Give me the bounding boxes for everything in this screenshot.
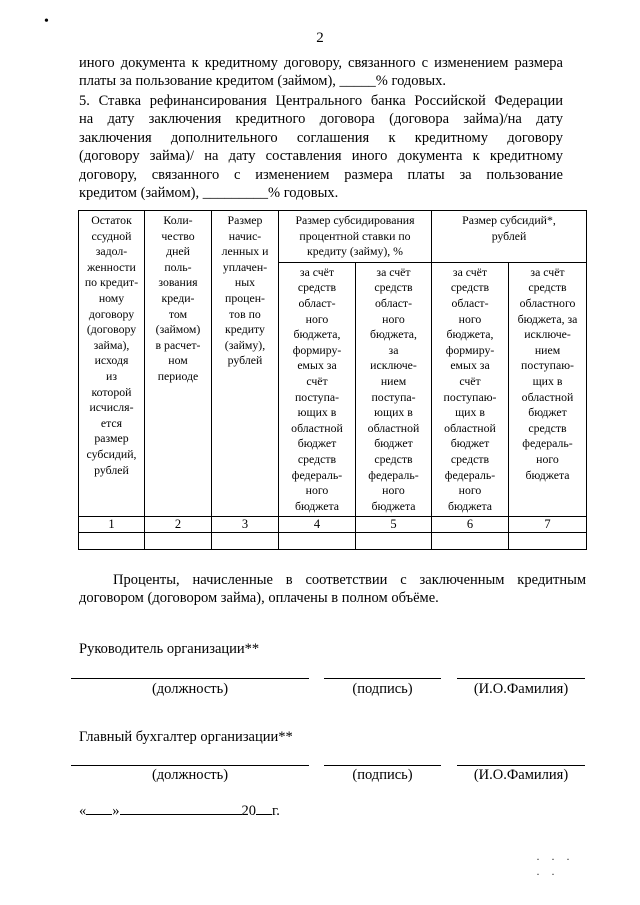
- header-text-line: счёт: [459, 373, 481, 388]
- header-text-line: бюджета: [525, 467, 570, 482]
- scan-specks: · · · · ·: [536, 852, 574, 881]
- header-col-6: [432, 262, 509, 517]
- column-number: 3: [212, 517, 279, 533]
- header-text-line: том: [168, 306, 188, 321]
- header-text-line: исключе-: [370, 358, 417, 373]
- date-line: [79, 800, 280, 820]
- header-text-line: бюджет: [297, 436, 337, 451]
- header-text-line: Размер субсидирования: [295, 213, 415, 227]
- table-cell[interactable]: [509, 533, 587, 550]
- payment-note: [79, 571, 586, 608]
- text-line: договором (договором займа), оплачены в полном объёме.: [79, 590, 439, 607]
- header-text-line: чество: [161, 228, 195, 243]
- table-cell[interactable]: [145, 533, 212, 550]
- text-line: 5. Ставка рефинансирования Центрального банка Российской Федерации: [79, 93, 563, 109]
- header-text-line: бюджета, за: [517, 311, 578, 326]
- header-text-line: бюджет: [450, 436, 490, 451]
- header-remaining-debt: [79, 211, 145, 517]
- header-text-line: нием: [534, 342, 561, 357]
- header-text-line: формиру-: [445, 342, 495, 357]
- header-text-line: ного: [382, 483, 405, 498]
- paragraph-continuation: [79, 54, 563, 91]
- header-text-line: за счёт: [452, 264, 488, 279]
- header-text-line: ного: [305, 483, 329, 498]
- header-text-line: за: [388, 342, 399, 357]
- header-text-line: субсидий,: [86, 446, 137, 461]
- header-days: [145, 211, 212, 517]
- header-text-line: задол-: [95, 244, 128, 259]
- header-text-line: областной: [444, 420, 496, 435]
- table-cell[interactable]: [212, 533, 279, 550]
- header-text-line: исчисля-: [89, 400, 134, 415]
- header-text-line: ного: [458, 483, 482, 498]
- corner-mark: •: [44, 14, 49, 29]
- table-cell[interactable]: [79, 533, 145, 550]
- header-text-line: бюджет: [374, 436, 413, 451]
- header-text-line: ного: [536, 451, 559, 466]
- header-text-line: поступа-: [294, 389, 340, 404]
- signature-title-accountant: Главный бухгалтер организации**: [79, 729, 293, 745]
- header-text-line: щих в: [455, 405, 485, 420]
- text-line: договору, связанного с изменением размера платы за пользование: [79, 166, 563, 183]
- header-text-line: Коли-: [163, 213, 193, 227]
- header-text-line: дней: [166, 244, 190, 259]
- text-line: (договору займа)/ на дату составления иного документа к кредитному: [79, 148, 563, 165]
- header-text-line: договору: [88, 306, 135, 321]
- header-text-line: рублей: [227, 353, 263, 368]
- header-text-line: бюджета,: [446, 327, 494, 342]
- header-text-line: средств: [450, 280, 490, 295]
- header-text-line: ющих в: [297, 405, 337, 420]
- subsidy-table: [78, 210, 587, 550]
- header-text-line: средств: [528, 420, 567, 435]
- column-number: 1: [79, 517, 145, 533]
- table-cell[interactable]: [356, 533, 432, 550]
- header-text-line: начис-: [228, 228, 262, 243]
- header-text-line: поступаю-: [521, 358, 574, 373]
- column-number: 2: [145, 517, 212, 533]
- header-text-line: зования: [158, 275, 198, 290]
- header-text-line: (займом): [155, 322, 201, 337]
- header-text-line: средств: [297, 280, 337, 295]
- header-text-line: процентной ставки по: [299, 228, 411, 243]
- header-col-7: [509, 262, 587, 517]
- header-interest-paid: [212, 211, 279, 517]
- header-text-line: областной: [521, 389, 574, 404]
- signature-line[interactable]: [324, 765, 441, 766]
- text-line: на дату заключения кредитного договора (договора займа)/на дату: [79, 111, 563, 128]
- position-label: (должность): [151, 681, 229, 697]
- header-col-5: [356, 262, 432, 517]
- year-suffix: г.: [272, 803, 280, 819]
- header-text-line: Остаток: [91, 213, 132, 227]
- year-prefix: 20: [241, 803, 256, 819]
- header-text-line: из: [106, 368, 117, 383]
- header-text-line: Размер субсидий*,: [462, 213, 556, 227]
- position-line[interactable]: [71, 765, 309, 766]
- signature-label: (подпись): [352, 767, 413, 783]
- header-text-line: ных: [234, 275, 256, 290]
- header-text-line: област-: [451, 295, 489, 310]
- text-line: Проценты, начисленные в соответствии с заключенным кредитным: [113, 572, 586, 588]
- header-text-line: кредиту: [225, 322, 265, 337]
- header-text-line: бюджета,: [293, 327, 341, 342]
- date-close-quote: »: [112, 803, 120, 819]
- header-text-line: поступа-: [371, 389, 416, 404]
- paragraph-5: [79, 92, 563, 202]
- date-open-quote: «: [79, 803, 87, 819]
- header-text-line: (договору: [86, 322, 137, 337]
- header-text-line: област-: [298, 295, 336, 310]
- header-text-line: федераль-: [522, 436, 573, 451]
- header-text-line: средств: [374, 451, 413, 466]
- name-line[interactable]: [457, 765, 585, 766]
- header-text-line: креди-: [161, 290, 195, 305]
- header-text-line: женности: [87, 259, 136, 274]
- header-text-line: средств: [297, 451, 337, 466]
- header-text-line: ного: [305, 311, 329, 326]
- header-text-line: поступаю-: [443, 389, 497, 404]
- header-text-line: средств: [450, 451, 490, 466]
- position-line[interactable]: [71, 678, 309, 679]
- data-row: [79, 533, 587, 550]
- text-line: заключения дополнительного соглашения к кредитному договору: [79, 129, 563, 146]
- signature-line[interactable]: [324, 678, 441, 679]
- header-text-line: размер: [94, 431, 129, 446]
- header-text-line: ется: [100, 415, 123, 430]
- header-text-line: федераль-: [291, 467, 343, 482]
- header-text-line: областной: [367, 420, 420, 435]
- day-field[interactable]: [86, 800, 112, 815]
- header-text-line: ющих в: [374, 405, 413, 420]
- header-text-line: област-: [374, 295, 413, 310]
- column-number: 6: [432, 517, 509, 533]
- header-text-line: средств: [374, 280, 413, 295]
- column-number: 4: [279, 517, 356, 533]
- header-text-line: рублей: [94, 462, 129, 477]
- name-line[interactable]: [457, 678, 585, 679]
- table-cell[interactable]: [432, 533, 509, 550]
- header-text-line: ного: [382, 311, 405, 326]
- header-text-line: рублей: [491, 228, 527, 243]
- month-field[interactable]: [120, 800, 242, 815]
- header-text-line: ному: [98, 290, 125, 305]
- header-text-line: процен-: [225, 290, 265, 305]
- header-text-line: поль-: [164, 259, 192, 274]
- signature-title-head: Руководитель организации**: [79, 641, 260, 657]
- header-text-line: формиру-: [292, 342, 342, 357]
- page-number: 2: [316, 30, 324, 46]
- header-text-line: нием: [380, 373, 407, 388]
- header-text-line: (займу),: [224, 337, 266, 352]
- header-text-line: в расчет-: [155, 337, 201, 352]
- header-text-line: кредиту (займу), %: [306, 244, 404, 259]
- header-text-line: средств: [528, 280, 567, 295]
- header-col-4: [279, 262, 356, 517]
- header-subsidy-amount: [432, 211, 587, 263]
- header-text-line: тов по: [229, 306, 261, 321]
- header-text-line: счёт: [306, 373, 328, 388]
- header-text-line: которой: [91, 384, 132, 399]
- header-text-line: бюджета: [448, 498, 492, 513]
- text-line: иного документа к кредитному договору, связанного с изменением размера: [79, 55, 563, 71]
- header-text-line: областного: [519, 295, 576, 310]
- header-text-line: ного: [458, 311, 482, 326]
- position-label: (должность): [151, 767, 229, 783]
- header-text-line: бюджета,: [370, 327, 417, 342]
- header-text-line: за счёт: [299, 264, 335, 279]
- table-cell[interactable]: [279, 533, 356, 550]
- header-text-line: по кредит-: [84, 275, 139, 290]
- header-text-line: областной: [291, 420, 343, 435]
- header-text-line: федераль-: [368, 467, 419, 482]
- header-text-line: ленных и: [221, 244, 269, 259]
- column-number: 7: [509, 517, 587, 533]
- text-line: платы за пользование кредитом (займом), _____% годовых.: [79, 73, 446, 90]
- header-text-line: исходя: [94, 353, 129, 368]
- header-text-line: займа),: [93, 337, 130, 352]
- column-number: 5: [356, 517, 432, 533]
- header-subsidy-rate: [279, 211, 432, 263]
- header-text-line: за счёт: [376, 264, 411, 279]
- header-text-line: ном: [168, 353, 188, 368]
- year-field[interactable]: [256, 800, 272, 815]
- header-text-line: Размер: [227, 213, 263, 227]
- header-text-line: исключе-: [524, 327, 571, 342]
- header-text-line: емых за: [450, 358, 490, 373]
- header-text-line: за счёт: [530, 264, 565, 279]
- header-text-line: федераль-: [444, 467, 496, 482]
- header-text-line: уплачен-: [222, 259, 268, 274]
- header-text-line: ссудной: [91, 228, 132, 243]
- header-text-line: бюджета: [371, 498, 416, 513]
- signature-label: (подпись): [352, 681, 413, 697]
- header-text-line: бюджет: [528, 405, 567, 420]
- header-text-line: бюджета: [295, 498, 339, 513]
- header-text-line: щих в: [532, 373, 563, 388]
- header-text-line: периоде: [157, 368, 199, 383]
- column-number-row: [79, 517, 587, 533]
- name-label: (И.О.Фамилия): [473, 767, 569, 783]
- text-line: кредитом (займом), _________% годовых.: [79, 185, 339, 202]
- name-label: (И.О.Фамилия): [473, 681, 569, 697]
- header-text-line: емых за: [297, 358, 337, 373]
